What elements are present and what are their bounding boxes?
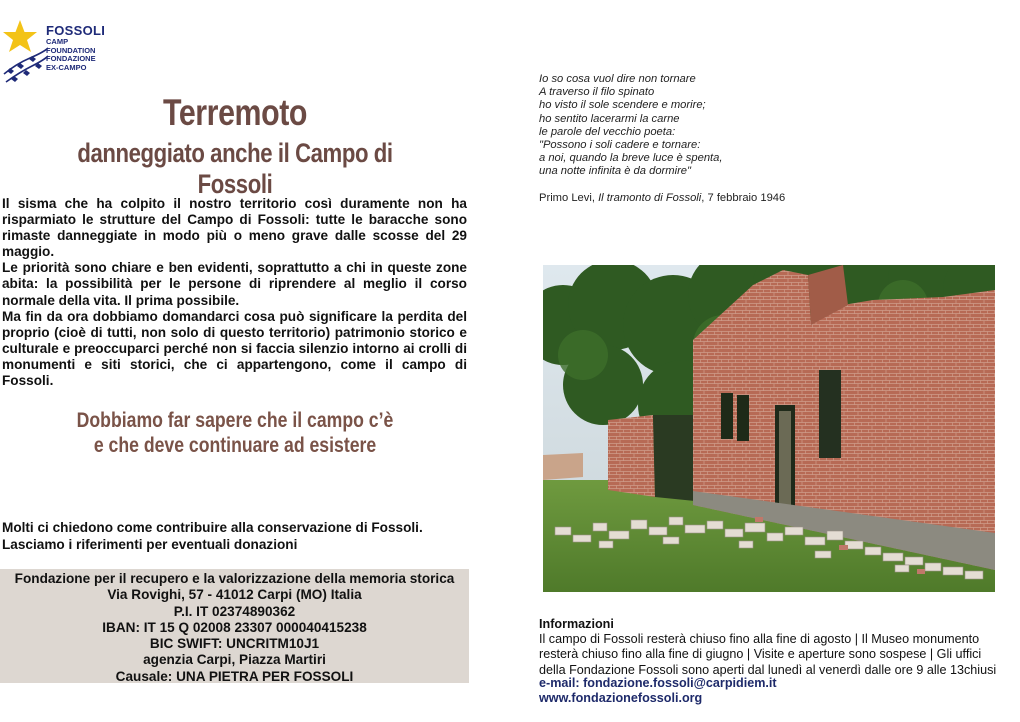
- fossoli-logo: [2, 18, 122, 84]
- logo-line-4: FONDAZIONE: [46, 54, 96, 63]
- slogan-line-2: e che deve continuare ad esistere: [93, 434, 377, 457]
- slogan: [38, 408, 433, 458]
- poem-line: a noi, quando la breve luce è spenta,: [539, 152, 723, 165]
- logo-line-2: CAMP: [46, 37, 69, 46]
- bank-line-iban: IBAN: IT 15 Q 02008 23307 000040415238: [102, 619, 367, 635]
- info-title: Informazioni: [539, 617, 614, 631]
- poem-line: ho sentito lacerarmi la carne: [539, 112, 680, 125]
- bank-line-causale: Causale: UNA PIETRA PER FOSSOLI: [115, 668, 354, 684]
- barracks-illustration: [543, 265, 995, 592]
- donation-intro: [2, 520, 467, 553]
- bank-details-box: [0, 569, 469, 683]
- bank-line-foundation: Fondazione per il recupero e la valorizzazione della memoria storica: [14, 571, 455, 586]
- bank-line-vat: P.I. IT 02374890362: [173, 603, 296, 619]
- page-title: Terremoto: [162, 92, 308, 133]
- donation-line-2: Lasciamo i riferimenti per eventuali donazioni: [2, 536, 298, 552]
- bank-line-branch: agenzia Carpi, Piazza Martiri: [143, 652, 326, 668]
- poem-line: le parole del vecchio poeta:: [539, 125, 676, 138]
- poem-line: A traverso il filo spinato: [539, 86, 655, 99]
- info-website-link[interactable]: www.fondazionefossoli.org: [539, 691, 703, 705]
- article-paragraph: Le priorità sono chiare e ben evidenti, soprattutto a chi in queste zone abita: la possibilità per le persone di riprendere al meglio il corso normale della vita. Il prima possibile.: [2, 260, 467, 308]
- slogan-line-1: Dobbiamo far sapere che il campo c’è: [76, 409, 394, 432]
- article-body: [2, 196, 467, 389]
- poem-work-title: Il tramonto di Fossoli: [598, 192, 702, 204]
- poem-line: una notte infinita è da dormire": [539, 165, 691, 178]
- poem-date: , 7 febbraio 1946: [701, 192, 786, 204]
- page-subtitle: danneggiato anche il Campo di Fossoli: [77, 138, 393, 199]
- poem-line: ho visto il sole scendere e morire;: [539, 99, 706, 112]
- info-email-link[interactable]: e-mail: fondazione.fossoli@carpidiem.it: [539, 676, 777, 690]
- poem-author: Primo Levi,: [539, 192, 599, 204]
- damaged-barracks-photo: [543, 265, 995, 592]
- logo-text: [46, 24, 105, 71]
- logo-line-3: FOUNDATION: [46, 45, 96, 55]
- logo-line-1: FOSSOLI: [46, 23, 106, 38]
- article-paragraph: Ma fin da ora dobbiamo domandarci cosa può significare la perdita del proprio (cioè di tutti, non solo di questo territorio) patrimonio storico e culturale e preoccuparci perché non si faccia silenzio intorno ai crolli di monumenti e siti storici, che ci appartengono, come il campo di Fossoli.: [2, 308, 467, 389]
- bank-line-address: Via Rovighi, 57 - 41012 Carpi (MO) Italia: [107, 587, 362, 603]
- poem-line: "Possono i soli cadere e tornare:: [539, 139, 701, 152]
- article-paragraph: Il sisma che ha colpito il nostro territorio così duramente non ha risparmiato le strutture del Campo di Fossoli: tutte le baracche sono rimaste danneggiate in modo più o meno grave dalle scosse del 29 maggio.: [2, 196, 467, 260]
- bank-line-bic: BIC SWIFT: UNCRITM10J1: [149, 636, 320, 652]
- star-barbed-wire-icon: [2, 18, 50, 84]
- poem: [539, 73, 839, 179]
- poem-line: Io so cosa vuol dire non tornare: [539, 73, 696, 85]
- logo-line-5: EX-CAMPO: [46, 62, 87, 72]
- donation-line-1: Molti ci chiedono come contribuire alla conservazione di Fossoli.: [2, 520, 423, 535]
- info-body: Il campo di Fossoli resterà chiuso fino alla fine di agosto | Il Museo monumento resterà chiuso fino alla fine di giugno | Visite e aperture sono sospese | Gli uffici della Fondazione Fossoli sono aperti dal lunedì al venerdì dalle ore 9 alle 13chiusi: [539, 632, 997, 677]
- poem-citation: [539, 192, 959, 204]
